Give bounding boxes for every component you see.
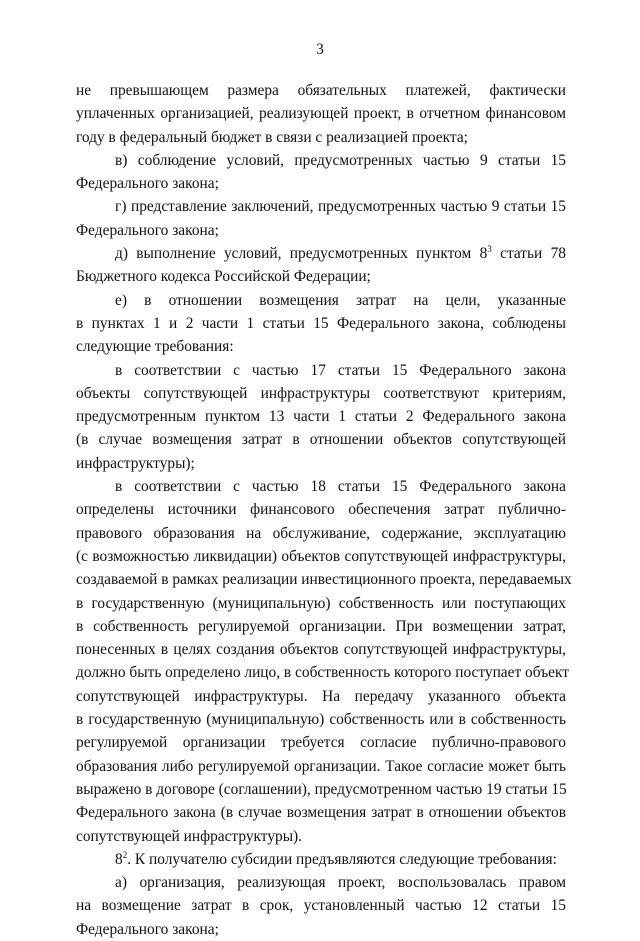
text-line: Федерального закона; [76,175,219,193]
text-line: регулируемой организации требуется согласие публично-правового [76,734,566,752]
page-number: 3 [316,41,324,58]
superscript: 3 [487,244,492,255]
text-line: Бюджетного кодекса Российской Федерации; [76,268,371,286]
text-line: в государственную (муниципальную) собственность или поступающих [76,594,566,612]
text-line: определены источники финансового обеспечения затрат публично- [76,501,566,519]
text-line: (с возможностью ликвидации) объектов сопутствующей инфраструктуры, [76,547,566,565]
text-line: е) в отношении возмещения затрат на цели, указанные [115,291,566,309]
text-line [76,242,566,265]
text-line: в пунктах 1 и 2 части 1 статьи 15 Федерального закона, соблюдены [76,314,566,332]
text-line: в) соблюдение условий, предусмотренных частью 9 статьи 15 [115,151,566,169]
text-line: Федерального закона; [76,221,219,239]
text-segment: . К получателю субсидии предъявляются следующие требования: [127,850,557,868]
text-line: не превышающем размера обязательных платежей, фактически [76,82,566,99]
document-body [76,79,572,941]
text-line: должно быть определено лицо, в собственность которого поступает объект [76,664,569,682]
text-line: Федерального закона; [76,920,219,938]
superscript: 2 [122,849,128,860]
text-segment: статьи 78 [491,245,566,263]
text-line: году в федеральный бюджет в связи с реализацией проекта; [76,128,468,146]
text-line: создаваемой в рамках реализации инвестиционного проекта, передаваемых [76,571,572,589]
text-line: в соответствии с частью 18 статьи 15 Федерального закона [115,478,566,496]
text-line: следующие требования: [76,338,234,356]
text-line: в соответствии с частью 17 статьи 15 Федерального закона [115,361,566,379]
text-line: сопутствующей инфраструктуры). [76,827,303,845]
text-line: г) представление заключений, предусмотренных частью 9 статьи 15 [115,198,566,216]
text-line: (в случае возмещения затрат в отношении объектов сопутствующей [76,431,566,449]
text-line: выражено в договоре (соглашении), предусмотренном частью 19 статьи 15 [76,780,567,798]
text-line: понесенных в целях создания объектов сопутствующей инфраструктуры, [76,641,566,659]
text-line: предусмотренным пунктом 13 части 1 статьи 2 Федерального закона [76,408,566,426]
text-segment: 8 [115,850,123,868]
text-segment: д) выполнение условий, предусмотренных пунктом 8 [115,245,488,263]
text-line: объекты сопутствующей инфраструктуры соответствуют критериям, [76,384,566,402]
text-line: сопутствующей инфраструктуры. На передачу указанного объекта [76,687,566,705]
text-line: в собственность регулируемой организации. При возмещении затрат, [76,617,566,635]
text-line: а) организация, реализующая проект, воспользовалась правом [115,874,566,892]
text-line: на возмещение затрат в срок, установленный частью 12 статьи 15 [76,897,566,915]
text-line [76,848,566,871]
text-line: правового образования на обслуживание, содержание, эксплуатацию [76,524,566,542]
text-line: инфраструктуры); [76,454,195,472]
text-line: Федерального закона (в случае возмещения затрат в отношении объектов [76,804,566,822]
text-line: уплаченных организацией, реализующей проект, в отчетном финансовом [76,105,566,123]
text-line: образования либо регулируемой организации. Такое согласие может быть [76,757,566,775]
text-line: в государственную (муниципальную) собственность или в собственность [76,711,566,729]
